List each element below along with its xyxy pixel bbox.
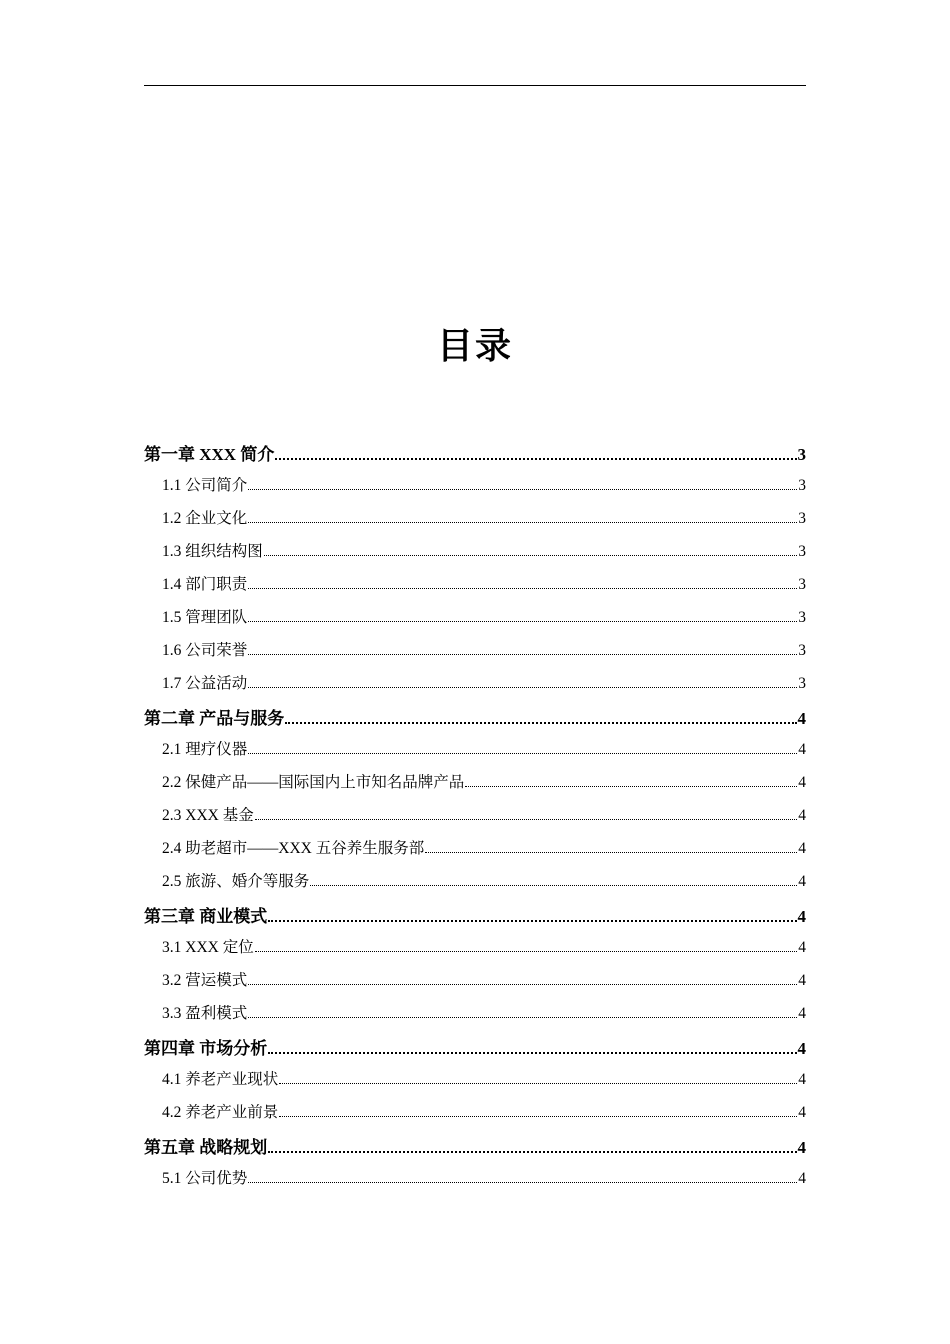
toc-chapter-entry[interactable] — [144, 902, 806, 935]
toc-entry-label: 1.7 公益活动 — [162, 675, 248, 692]
toc-page-number: 3 — [798, 543, 806, 560]
dot-leader — [248, 1170, 797, 1183]
toc-page-number: 3 — [798, 576, 806, 593]
dot-leader — [248, 477, 797, 490]
toc-entry-label: 5.1 公司优势 — [162, 1170, 248, 1187]
toc-chapter-entry[interactable] — [144, 1034, 806, 1067]
toc-title: 目录 — [436, 326, 513, 367]
toc-entry-label: 1.6 公司荣誉 — [162, 642, 248, 659]
toc-section-entry[interactable] — [144, 869, 806, 902]
dot-leader — [285, 709, 796, 724]
toc-section-entry[interactable] — [144, 473, 806, 506]
dot-leader — [248, 609, 797, 622]
toc-entry-label: 3.3 盈利模式 — [162, 1005, 248, 1022]
dot-leader — [248, 510, 797, 523]
toc-section-entry[interactable] — [144, 506, 806, 539]
toc-entry-label: 4.1 养老产业现状 — [162, 1071, 279, 1088]
toc-entry-label: 2.4 助老超市——XXX 五谷养生服务部 — [162, 840, 425, 857]
toc-page-number: 4 — [798, 774, 806, 791]
header-rule — [144, 85, 806, 86]
toc-entry-label: 3.2 营运模式 — [162, 972, 248, 989]
toc-entry-label: 1.4 部门职责 — [162, 576, 248, 593]
toc-page-number: 4 — [798, 1005, 806, 1022]
toc-page-number: 3 — [798, 477, 806, 494]
dot-leader — [248, 741, 797, 754]
dot-leader — [268, 1039, 796, 1054]
toc-page-number: 3 — [798, 642, 806, 659]
toc-chapter-entry[interactable] — [144, 704, 806, 737]
toc-page-number: 4 — [798, 972, 806, 989]
toc-page-number: 4 — [797, 1138, 806, 1157]
toc-section-entry[interactable] — [144, 737, 806, 770]
dot-leader — [248, 1005, 797, 1018]
toc-page-number: 3 — [798, 675, 806, 692]
dot-leader — [268, 907, 796, 922]
toc-entry-label: 第一章 XXX 简介 — [144, 445, 275, 464]
toc-entry-label: 第四章 市场分析 — [144, 1039, 268, 1058]
toc-section-entry[interactable] — [144, 836, 806, 869]
toc-section-entry[interactable] — [144, 1166, 806, 1199]
toc-page-number: 3 — [798, 609, 806, 626]
toc-page-number: 4 — [798, 807, 806, 824]
dot-leader — [310, 873, 797, 886]
toc-page-number: 4 — [797, 907, 806, 926]
dot-leader — [465, 774, 797, 787]
toc-chapter-entry[interactable] — [144, 440, 806, 473]
toc-page-number: 4 — [798, 840, 806, 857]
toc-section-entry[interactable] — [144, 605, 806, 638]
toc-entry-label: 4.2 养老产业前景 — [162, 1104, 279, 1121]
dot-leader — [264, 543, 797, 556]
toc-section-entry[interactable] — [144, 1001, 806, 1034]
toc-entry-label: 1.2 企业文化 — [162, 510, 248, 527]
dot-leader — [248, 675, 797, 688]
toc-section-entry[interactable] — [144, 968, 806, 1001]
toc-section-entry[interactable] — [144, 770, 806, 803]
toc-entry-label: 2.3 XXX 基金 — [162, 807, 254, 824]
toc-entry-label: 第三章 商业模式 — [144, 907, 268, 926]
toc-entry-label: 第五章 战略规划 — [144, 1138, 268, 1157]
toc-page-number: 4 — [798, 741, 806, 758]
toc-section-entry[interactable] — [144, 1067, 806, 1100]
dot-leader — [248, 972, 797, 985]
dot-leader — [268, 1138, 796, 1153]
toc-section-entry[interactable] — [144, 935, 806, 968]
toc-entry-label: 1.3 组织结构图 — [162, 543, 263, 560]
dot-leader — [275, 445, 796, 460]
dot-leader — [425, 840, 797, 853]
toc-section-entry[interactable] — [144, 1100, 806, 1133]
toc-section-entry[interactable] — [144, 572, 806, 605]
toc-page-number: 4 — [798, 1170, 806, 1187]
toc-entry-label: 第二章 产品与服务 — [144, 709, 285, 728]
dot-leader — [255, 939, 798, 952]
toc-entry-label: 2.5 旅游、婚介等服务 — [162, 873, 310, 890]
toc-section-entry[interactable] — [144, 638, 806, 671]
toc-section-entry[interactable] — [144, 539, 806, 572]
toc-entry-label: 3.1 XXX 定位 — [162, 939, 254, 956]
dot-leader — [279, 1071, 797, 1084]
dot-leader — [248, 576, 797, 589]
toc-section-entry[interactable] — [144, 671, 806, 704]
toc-section-entry[interactable] — [144, 803, 806, 836]
dot-leader — [248, 642, 797, 655]
toc-chapter-entry[interactable] — [144, 1133, 806, 1166]
toc-page-number: 4 — [797, 1039, 806, 1058]
toc-entry-label: 2.2 保健产品——国际国内上市知名品牌产品 — [162, 774, 465, 791]
toc-entry-label: 1.5 管理团队 — [162, 609, 248, 626]
toc-page-number: 4 — [798, 1104, 806, 1121]
toc-entry-label: 2.1 理疗仪器 — [162, 741, 248, 758]
table-of-contents — [144, 440, 806, 1199]
toc-page-number: 4 — [798, 1071, 806, 1088]
dot-leader — [279, 1104, 797, 1117]
toc-page-number: 4 — [798, 939, 806, 956]
toc-page-number: 3 — [798, 510, 806, 527]
dot-leader — [255, 807, 798, 820]
toc-entry-label: 1.1 公司简介 — [162, 477, 248, 494]
toc-page-number: 3 — [797, 445, 806, 464]
toc-page-number: 4 — [798, 873, 806, 890]
toc-page-number: 4 — [797, 709, 806, 728]
